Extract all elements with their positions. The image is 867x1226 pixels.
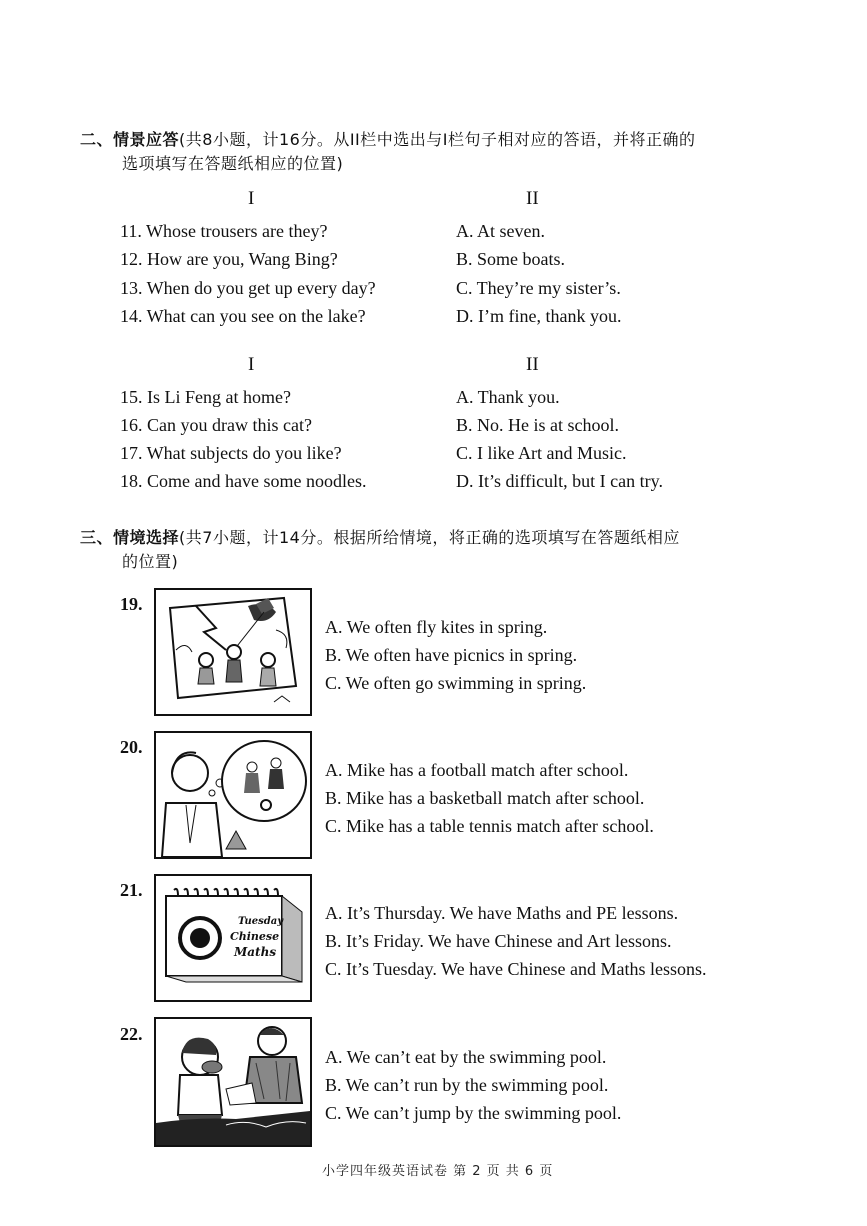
section2-name: 情景应答 (113, 130, 180, 149)
item-22-option-c: C. We can’t jump by the swimming pool. (325, 1103, 622, 1123)
question-13: 13. When do you get up every day? (120, 278, 376, 298)
section3-instruction-line1: (共7小题，计14分。根据所给情境，将正确的选项填写在答题纸相应 (179, 528, 680, 547)
calendar-subject2-text: Maths (234, 945, 277, 959)
group2-col2-header: II (526, 354, 539, 375)
answer-2c: C. I like Art and Music. (456, 443, 627, 463)
section3-name: 情境选择 (113, 528, 180, 547)
group1-col1-header: I (248, 188, 255, 209)
page-footer: 小学四年级英语试卷 第 2 页 共 6 页 (322, 1164, 554, 1179)
calendar-day-text: Tuesday (238, 916, 284, 927)
section3-instruction-line2: 的位置) (122, 552, 179, 571)
item-20-option-a: A. Mike has a football match after school. (325, 760, 629, 780)
answer-1d: D. I’m fine, thank you. (456, 306, 622, 326)
group1-col2-header: II (526, 188, 539, 209)
item-21-number: 21. (120, 880, 143, 900)
item-19-option-c: C. We often go swimming in spring. (325, 673, 587, 693)
item-22-option-b: B. We can’t run by the swimming pool. (325, 1075, 609, 1095)
item-19-number: 19. (120, 594, 143, 614)
question-18: 18. Come and have some noodles. (120, 471, 367, 491)
swimming-pool-eating-illustration-icon (154, 1017, 312, 1147)
item-21-option-b: B. It’s Friday. We have Chinese and Art lessons. (325, 931, 672, 951)
answer-2a: A. Thank you. (456, 387, 560, 407)
question-14: 14. What can you see on the lake? (120, 306, 366, 326)
answer-1b: B. Some boats. (456, 249, 566, 269)
question-12: 12. How are you, Wang Bing? (120, 249, 338, 269)
answer-1c: C. They’re my sister’s. (456, 278, 621, 298)
calendar-illustration-icon (154, 874, 312, 1002)
group2-col1-header: I (248, 354, 255, 375)
section3-number: 三、 (80, 528, 114, 547)
item-21-option-c: C. It’s Tuesday. We have Chinese and Maths lessons. (325, 959, 707, 979)
question-17: 17. What subjects do you like? (120, 443, 342, 463)
kite-flying-illustration-icon (154, 588, 312, 716)
section2-instruction-line1: (共8小题，计16分。从II栏中选出与I栏句子相对应的答语，并将正确的 (179, 130, 696, 149)
item-20-option-c: C. Mike has a table tennis match after school. (325, 816, 654, 836)
section2-number: 二、 (80, 130, 114, 149)
section2-instruction-line2: 选项填写在答题纸相应的位置) (122, 154, 344, 173)
item-19-option-b: B. We often have picnics in spring. (325, 645, 578, 665)
question-11: 11. Whose trousers are they? (120, 221, 328, 241)
football-thought-illustration-icon (154, 731, 312, 859)
question-15: 15. Is Li Feng at home? (120, 387, 291, 407)
question-16: 16. Can you draw this cat? (120, 415, 312, 435)
item-19-option-a: A. We often fly kites in spring. (325, 617, 548, 637)
item-20-option-b: B. Mike has a basketball match after school. (325, 788, 645, 808)
answer-1a: A. At seven. (456, 221, 545, 241)
section3-title (80, 526, 800, 574)
item-20-number: 20. (120, 737, 143, 757)
item-22-number: 22. (120, 1024, 143, 1044)
calendar-subject1-text: Chinese (230, 930, 280, 943)
item-21-option-a: A. It’s Thursday. We have Maths and PE lessons. (325, 903, 679, 923)
answer-2d: D. It’s difficult, but I can try. (456, 471, 663, 491)
section2-title (80, 128, 800, 176)
item-22-option-a: A. We can’t eat by the swimming pool. (325, 1047, 607, 1067)
answer-2b: B. No. He is at school. (456, 415, 619, 435)
